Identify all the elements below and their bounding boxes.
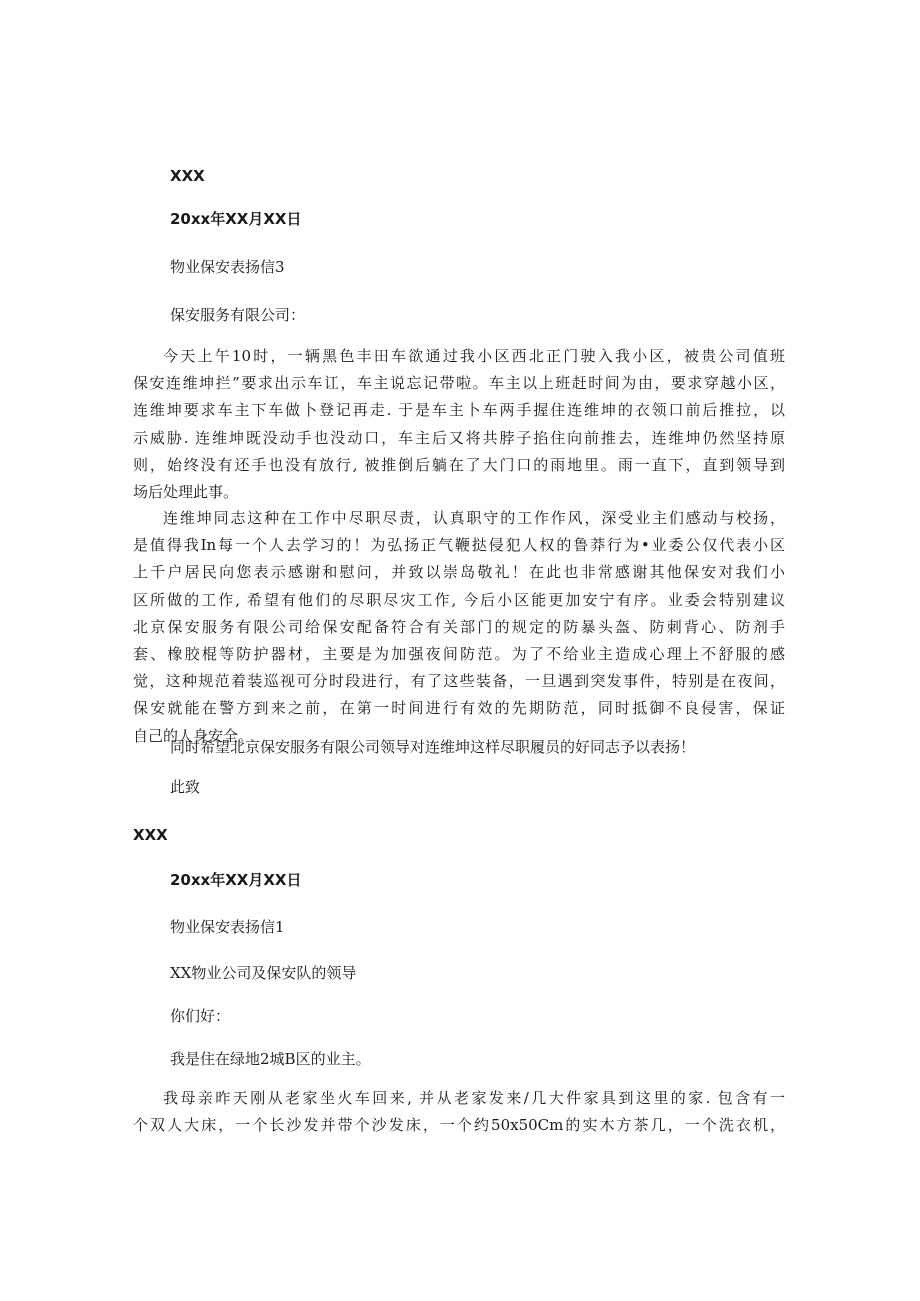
signature-name: XXX bbox=[133, 826, 168, 844]
letter-title: 物业保安表扬信3 bbox=[170, 258, 285, 276]
letter-paragraph-closing-wish: 同时希望北京保安服务有限公司领导对连维坤这样尽职履员的好同志予以表扬！ bbox=[170, 738, 696, 756]
paragraph-line: 场后处理此事。 bbox=[133, 483, 239, 502]
signature-date: 20xx年XX月XX日 bbox=[170, 871, 302, 889]
paragraph-line: 连维坤要求车主下车做卜登记再走. 于是车主卜车两手握住连维坤的衣领口前后推拉，以 bbox=[133, 401, 785, 420]
letter-recipient: XX物业公司及保安队的领导 bbox=[170, 964, 357, 982]
letter-greeting: 你们好： bbox=[170, 1007, 231, 1025]
paragraph-line: 今天上午10时，一辆黑色丰田车欲通过我小区西北正门驶入我小区，被贵公司值班 bbox=[163, 347, 785, 365]
letter-title: 物业保安表扬信1 bbox=[170, 918, 285, 936]
paragraph-line: 个双人大床，一个长沙发并带个沙发床，一个约50x50Cm的实木方茶几，一个洗衣机， bbox=[133, 1116, 785, 1135]
paragraph-line: 区所做的工作, 希望有他们的尽职尽灾工作, 今后小区能更加安宁有序。业委会特别建议 bbox=[133, 590, 785, 609]
signature-name: XXX bbox=[170, 167, 205, 185]
paragraph-line: 保安连维坤拦”要求出示车讧，车主说忘记带啦。车主以上班赶时间为由，要求穿越小区， bbox=[133, 374, 785, 393]
paragraph-line: 是值得我In每一个人去学习的！为弘扬正气鞭挞侵犯人权的鲁莽行为•业委公仅代表小区 bbox=[133, 536, 785, 555]
paragraph-line: 自己的人身安全。 bbox=[133, 726, 254, 745]
signature-date: 20xx年XX月XX日 bbox=[170, 210, 302, 228]
letter-salutation: 保安服务有限公司： bbox=[170, 306, 306, 324]
paragraph-line: 我母亲昨天刚从老家坐火车回来, 并从老家发来/几大件家具到这里的家. 包含有一 bbox=[163, 1089, 785, 1107]
paragraph-line: 北京保安服务有限公司给保安配备符合有关部门的规定的防暴头盔、防刺背心、防剂手 bbox=[133, 617, 785, 636]
paragraph-line: 连维坤同志这种在工作中尽职尽责，认真职守的工作作风，深受业主们感动与校扬， bbox=[163, 509, 785, 527]
letter-paragraph bbox=[133, 1085, 785, 1139]
paragraph-line: 觉，这种规范着装巡视可分时段进行，有了这些装备，一旦遇到突发事件，特别是在夜间， bbox=[133, 672, 785, 691]
paragraph-line: 保安就能在警方到来之前，在第一时间进行有效的先期防范，同时抵御不良侵害，保证 bbox=[133, 699, 785, 718]
paragraph-line: 上千户居民向您表示感谢和慰问，并致以崇岛敬礼！在此也非常感谢其他保安对我们小 bbox=[133, 563, 785, 582]
paragraph-line: 示威胁. 连维坤既没动手也没动口，车主后又将共脖子掐住向前推去，连维坤仍然坚持原 bbox=[133, 428, 785, 447]
letter-intro: 我是住在绿地2城B区的业主。 bbox=[170, 1050, 371, 1068]
letter-closing: 此致 bbox=[170, 778, 201, 796]
letter-paragraph bbox=[133, 343, 785, 506]
paragraph-line: 套、橡胶棍等防护器材，主要是为加强夜间防范。为了不给业主造成心理上不舒服的感 bbox=[133, 645, 785, 664]
letter-paragraph bbox=[133, 505, 785, 750]
paragraph-line: 则，始终没有还手也没有放行, 被推倒后躺在了大门口的雨地里。雨一直下，直到领导到 bbox=[133, 455, 785, 474]
